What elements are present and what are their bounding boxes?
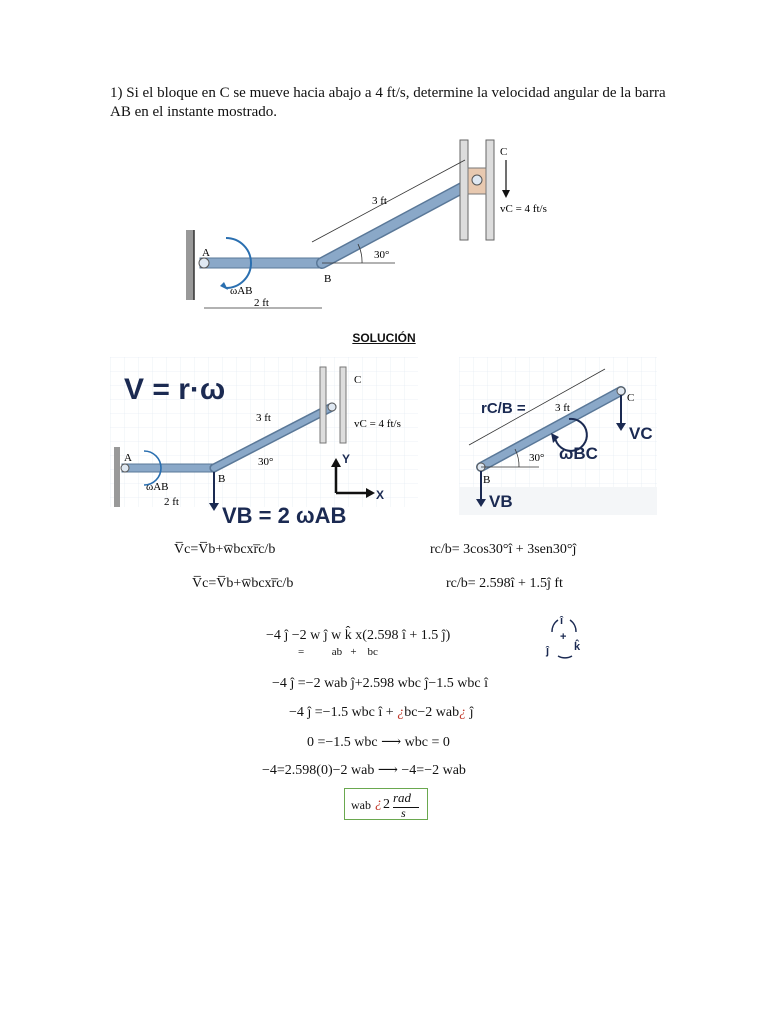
- label-a: A: [124, 452, 132, 464]
- label-angle: 30°: [529, 452, 545, 464]
- guide-right: [486, 140, 494, 240]
- handwritten-omega-bc: ωBC: [559, 444, 598, 463]
- unit-k: k̂: [574, 641, 581, 653]
- equation-5-part-a: −4 ĵ =−1.5 wbc î +: [289, 705, 398, 720]
- axis-y-label: Y: [342, 452, 351, 466]
- label-omega-ab: ωAB: [146, 481, 169, 493]
- vc-arrowhead: [502, 190, 510, 198]
- pin-c: [617, 387, 625, 395]
- label-a: A: [202, 247, 210, 259]
- label-c: C: [627, 392, 635, 404]
- guide-right: [340, 367, 346, 443]
- handwritten-vc: VC: [629, 424, 653, 443]
- equation-5-red-2: ¿: [459, 705, 467, 720]
- label-b: B: [483, 474, 491, 486]
- bar-ab: [122, 464, 214, 472]
- answer-unit-den: s: [401, 807, 406, 819]
- pin-a: [121, 464, 129, 472]
- axis-x-label: X: [376, 488, 385, 502]
- label-c: C: [500, 146, 508, 158]
- unit-vector-cycle: [538, 612, 588, 660]
- label-len-ab: 2 ft: [254, 297, 269, 309]
- label-b: B: [218, 473, 226, 485]
- handwritten-vb: VB = 2 ωAB: [222, 503, 347, 528]
- equation-5-part-c: ĵ: [466, 705, 474, 720]
- wall-support: [114, 447, 120, 507]
- label-angle: 30°: [374, 249, 390, 261]
- equation-5: [289, 705, 474, 721]
- solution-title: SOLUCIÓN: [352, 331, 416, 345]
- equation-4: −4 ĵ =−2 wab ĵ+2.598 wbc ĵ−1.5 wbc î: [272, 676, 489, 691]
- label-angle: 30°: [258, 456, 274, 468]
- label-len-bc: 3 ft: [372, 195, 387, 207]
- answer-var: wab: [351, 798, 371, 812]
- guide-left: [320, 367, 326, 443]
- wall-support: [186, 230, 194, 300]
- equation-1-right: rc/b= 3cos30°î + 3sen30°ĵ: [430, 542, 577, 557]
- label-len-bc: 3 ft: [256, 412, 271, 424]
- label-omega-ab: ωAB: [230, 285, 253, 297]
- bar-bc-fill: [322, 180, 477, 263]
- answer-red: ¿: [375, 796, 382, 811]
- fraction-bar: [393, 807, 419, 808]
- figure-bar-bc: [459, 357, 657, 515]
- label-vc: vC = 4 ft/s: [500, 203, 547, 215]
- handwritten-rcb: rC/B =: [481, 400, 526, 417]
- equation-7: −4=2.598(0)−2 wab ⟶ −4=−2 wab: [262, 763, 466, 778]
- figure-annotated: [110, 357, 418, 529]
- label-vc: vC = 4 ft/s: [354, 418, 401, 430]
- bar-ab: [200, 258, 322, 268]
- pin-c: [328, 403, 336, 411]
- handwritten-formula: V = r·ω: [124, 373, 226, 406]
- omega-ab-arrowhead: [220, 282, 228, 290]
- equation-3-subscripts: = ab + bc: [298, 646, 378, 658]
- answer-value: 2: [383, 797, 390, 812]
- pin-c: [472, 175, 482, 185]
- answer-unit-num: rad: [393, 790, 412, 805]
- equation-6: 0 =−1.5 wbc ⟶ wbc = 0: [307, 735, 450, 750]
- problem-statement: 1) Si el bloque en C se mueve hacia abajo a 4 ft/s, determine la velocidad angular de la barra AB en el instante mostrado.: [110, 85, 666, 120]
- unit-j: ĵ: [546, 645, 550, 657]
- label-len-ab: 2 ft: [164, 496, 179, 508]
- equation-1-left: V̅c=V̅b+w̅bcxr̅c/b: [174, 542, 276, 557]
- equation-5-part-b: bc−2 wab: [404, 705, 460, 720]
- equation-5-red-1: ¿: [397, 705, 405, 720]
- pin-a: [199, 258, 209, 268]
- equation-2-right: rc/b= 2.598î + 1.5ĵ ft: [446, 576, 563, 591]
- answer-box: [344, 788, 428, 820]
- label-len: 3 ft: [555, 402, 570, 414]
- figure-linkage: [180, 130, 590, 320]
- equation-3: −4 ĵ −2 w ĵ w k̂ x(2.598 î + 1.5 ĵ): [266, 628, 451, 643]
- equation-2-left: V̅c=V̅b+w̅bcxr̅c/b: [192, 576, 294, 591]
- label-c: C: [354, 374, 362, 386]
- cycle-arc-3-icon: [558, 656, 572, 658]
- unit-i: î: [560, 615, 564, 627]
- cycle-arc-2-icon: [570, 620, 576, 632]
- unit-plus: +: [560, 631, 567, 643]
- handwritten-vb: VB: [489, 492, 513, 511]
- guide-left: [460, 140, 468, 240]
- label-b: B: [324, 273, 332, 285]
- cycle-arc-1-icon: [552, 620, 558, 632]
